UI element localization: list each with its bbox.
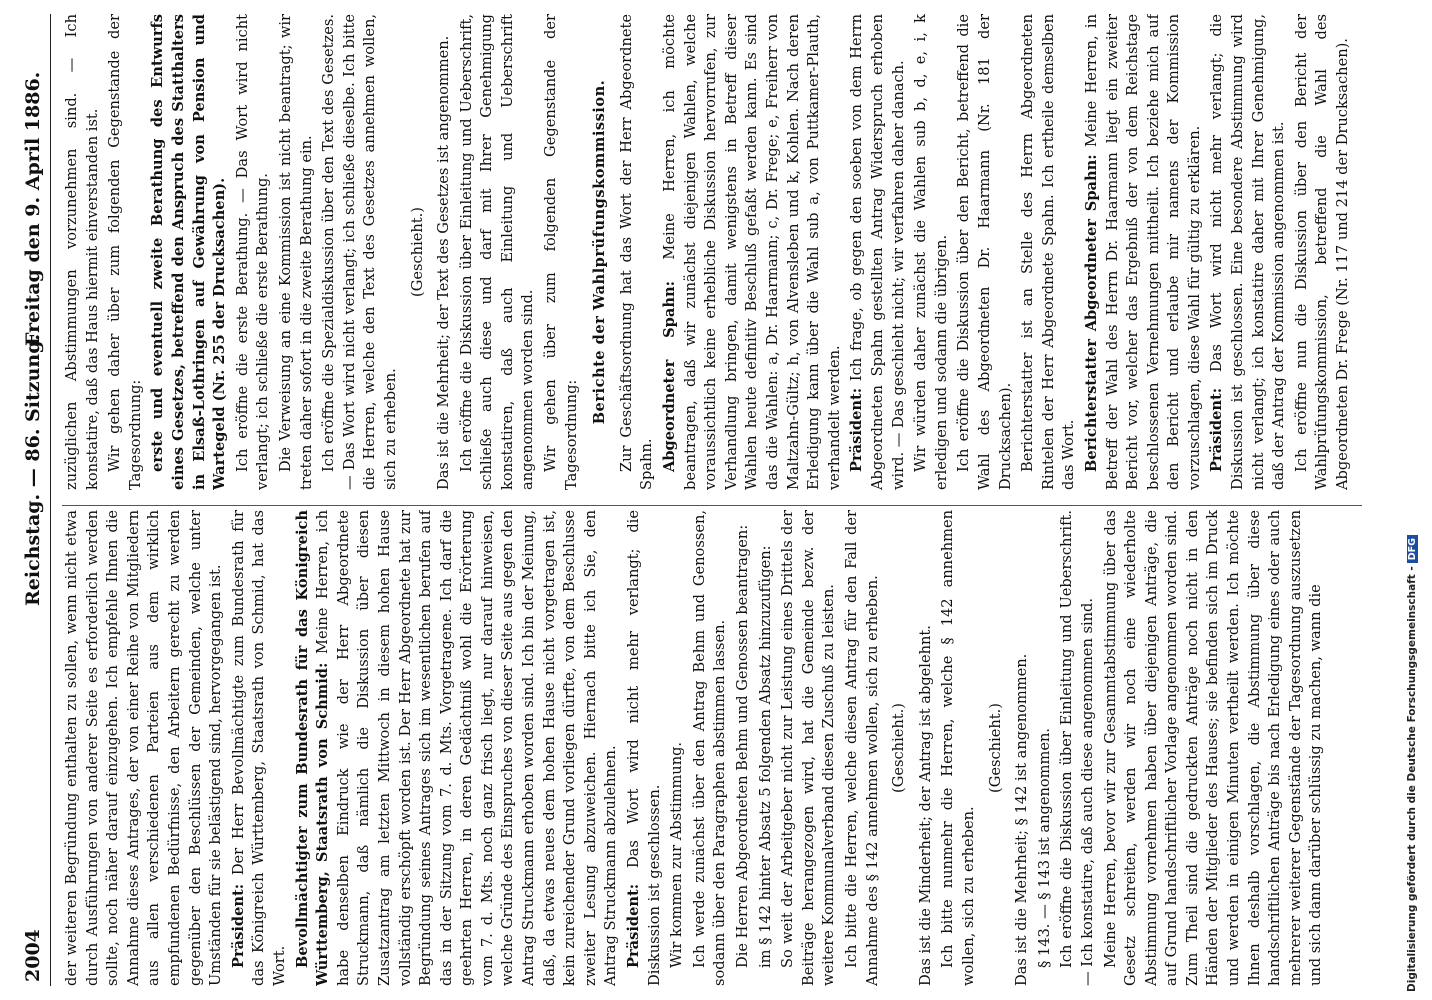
session-date: Freitag den 9. April 1886.: [22, 71, 44, 346]
paragraph: [660, 14, 845, 490]
paragraph: Berichterstatter ist an Stelle des Herrn Abgeordneten Rintelen der Herr Abgeordnete Spahn. Ich ertheile demselben das Wort.: [1019, 14, 1078, 490]
paragraph: Ich werde zunächst über den Antrag Behm und Genossen, sodann über den Paragraphen abstimmen lassen.: [690, 510, 729, 986]
paragraph: Die Verweisung an eine Kommission ist nicht beantragt; wir treten daher sofort in die zweite Berathung ein.: [276, 14, 315, 490]
paragraph: Ich eröffne die erste Berathung. — Das Wort wird nicht verlangt; ich schließe die erste Berathung.: [233, 14, 272, 490]
speaker-label: Präsident:: [848, 387, 866, 472]
stage-direction: (Geschieht.): [890, 703, 908, 793]
page-number: 2004: [22, 929, 44, 982]
speech-text: Das Wort wird nicht mehr verlangt; die Diskussion ist geschlossen.: [625, 510, 663, 986]
paragraph: So weit der Arbeitgeber nicht zur Leistung eines Drittels der Beiträge herangezogen wird, hat die Gemeinde bezw. der weitere Kommunalverband diesen Zuschuß zu leisten.: [779, 510, 838, 986]
paragraph: erste und eventuell zweite Berathung des Entwurfs eines Gesetzes, betreffend den Anspruch des Statthalters in Elsaß-Lothringen auf Gewährung von Pension und Wartegeld (Nr. 255 der Drucksachen).: [149, 14, 229, 490]
paragraph: Wir würden daher zunächst die Wahlen sub b, d, e, i, k erledigen und sodann die übrigen.: [912, 14, 950, 490]
left-text-column: [62, 510, 1372, 986]
session-title: Reichstag. — 86. Sitzung.: [22, 333, 44, 606]
paragraph: Ich eröffne nun die Diskussion über den Bericht der Wahlprüfungskommission, betreffend die Wahl des Abgeordneten Dr. Frege (Nr. 117 und 214 der Drucksachen).: [1292, 14, 1352, 490]
paragraph: der weiteren Begründung enthalten zu sollen, wenn nicht etwa durch Ausführungen von anderer Seite es erforderlich werden sollte, noch näher darauf einzugehen. Ich empfehle Ihnen die Annahme dieses Antrages, der von einer Reihe von Mitgliedern aus allen verschiedenen Parteien aus dem wirklich empfundenen Bedürfnisse, den Arbeitern gerecht zu werden gegenüber den Beschlüssen der Gemeinden, welche unter Umständen für sie belästigend sind, hervorgegangen ist.: [63, 510, 225, 986]
speech-text: Meine Herren, ich möchte beantragen, daß wir zunächst diejenigen Wahlen, welche voraussichtlich keine erhebliche Diskussion hervorrufen, zur Verhandlung bringen, damit wenigstens in Betreff dieser Wahlen heute definitiv Beschluß gefaßt werden kann. Es sind das die Wahlen: a, Dr. Haarmann; c, Dr. Frege; e, Freiherr von Maltzahn-Gültz; h, von Alvensleben und k, Kohlen. Nach deren Erledigung kann über die Wahl sub a, von Puttkamer-Plauth, verhandelt werden.: [661, 14, 843, 490]
paragraph: Ich eröffne die Diskussion über den Bericht, betreffend die Wahl des Abgeordneten Dr. Haarmann (Nr. 181 der Drucksachen).: [955, 14, 1014, 490]
paragraph: Die Herren Abgeordneten Behm und Genossen beantragen:: [734, 524, 751, 968]
paragraph: § 143. — § 143 ist angenommen.: [1035, 727, 1053, 968]
speaker-label: Präsident:: [1208, 387, 1226, 472]
paragraph: Wir gehen über zum folgenden Gegenstande der Tagesordnung:: [542, 14, 580, 490]
paragraph: Ich eröffne die Diskussion über Einleitung und Ueberschrift, schließe auch diese und darf mit Ihrer Genehmigung konstatiren, daß auch Einleitung und Ueberschrift angenommen worden sind.: [457, 14, 537, 490]
speech-text: Das Wort wird nicht mehr verlangt; die Diskussion ist geschlossen. Eine besondere Abstimmung wird nicht verlangt; ich konstatire daher mit Ihrer Genehmigung, daß der Antrag der Kommission angenommen ist.: [1208, 14, 1288, 490]
running-header: [16, 14, 51, 986]
paragraph: zuzüglichen Abstimmungen vorzunehmen sind. — Ich konstatire, daß das Haus hiermit einverstanden ist.: [63, 14, 101, 490]
stage-direction: (Geschieht.): [986, 703, 1004, 793]
paragraph: Das ist die Minderheit; der Antrag ist abgelehnt.: [916, 625, 934, 986]
paragraph: im § 142 hinter Absatz 5 folgenden Absatz hinzuzufügen:: [756, 545, 774, 968]
paragraph: [293, 510, 623, 986]
paragraph: Ich bitte die Herren, welche diesen Antrag für den Fall der Annahme des § 142 annehmen wollen, sich zu erheben.: [842, 510, 881, 986]
stage-direction: (Geschieht.): [408, 207, 426, 297]
speech-text: Ich frage, ob gegen den soeben von dem Herrn Abgeordneten Spahn gestellten Antrag Widerspruch erhoben wird. — Das geschieht nicht; wir verfahren daher danach.: [848, 14, 907, 490]
speaker-label: Abgeordneter Spahn:: [661, 281, 679, 472]
paragraph: Wir gehen daher über zum folgenden Gegenstande der Tagesordnung:: [106, 14, 144, 490]
paragraph: Zur Geschäftsordnung hat das Wort der Herr Abgeordnete Spahn.: [617, 14, 656, 490]
paragraph: [1207, 14, 1289, 490]
column-divider: [62, 505, 1362, 506]
paragraph: Ich eröffne die Spezialdiskussion über den Text des Gesetzes. — Das Wort wird nicht verlangt; ich schließe dieselbe. Ich bitte die Herren, welche den Text des Gesetzes annehmen wollen, sich zu erheben.: [320, 14, 399, 490]
speech-text: Meine Herren, in Betreff der Wahl des Herrn Dr. Haarmann liegt ein zweiter Bericht vor, welcher das Ergebniß der von dem Reichstage beschlossenen Vernehmungen mittheilt. Ich beziehe mich auf den Bericht und erlaube mir namens der Kommission vorzuschlagen, diese Wahl für gültig zu erklären.: [1082, 14, 1203, 490]
speaker-label: Berichterstatter Abgeordneter Spahn:: [1082, 154, 1100, 472]
credit-label: Digitalisierung gefördert durch die Deutsche Forschungsgemeinschaft -: [1406, 566, 1418, 992]
paragraph: Wir kommen zur Abstimmung.: [668, 741, 686, 968]
speaker-label: Präsident:: [625, 883, 643, 968]
paragraph: [229, 510, 291, 986]
section-heading: Berichte der Wahlprüfungskommission.: [591, 79, 609, 425]
speech-text: Meine Herren, ich habe denselben Eindruck wie der Herr Abgeordnete Struckmann, daß nämlich die Diskussion über diesen Zusatzantrag am letzten Mittwoch in diesem hohen Hause vollständig erschöpft worden ist. Der Herr Abgeordnete hat zur Begründung seines Antrages sich im wesentlichen berufen auf das in der Sitzung vom 7. d. Mts. Vorgetragene. Ich darf die geehrten Herren, in deren Gedächtniß wohl die Erörterung vom 7. d. Mts. noch ganz frisch liegt, nur darauf hinweisen, welche Gründe des Einspruches von dieser Seite aus gegen den Antrag Struckmann erhoben worden sind. Ich bin der Meinung, daß, da etwas neues dem hohen Hause nicht vorgetragen ist, kein zureichender Grund vorliegen dürfte, von dem Beschlusse zweiter Lesung abzuweichen. Hiernach bitte ich Sie, den Antrag Struckmann abzulehnen.: [314, 510, 620, 986]
digitization-credit-strip: [1404, 0, 1432, 1000]
paragraph: [624, 510, 665, 986]
right-text-column: [62, 14, 1372, 490]
speech-text: Der Herr Bevollmächtigte zum Bundesrath für das Königreich Württemberg, Staatsrath von Schmid, hat das Wort.: [229, 510, 288, 986]
paragraph: Ich eröffne die Diskussion über Einleitung und Ueberschrift. — Ich konstatire, daß auch diese angenommen sind.: [1058, 510, 1096, 986]
paragraph: [1082, 14, 1206, 490]
paragraph: Das ist die Mehrheit; der Text des Gesetzes ist angenommen.: [435, 35, 453, 490]
paragraph: Meine Herren, bevor wir zur Gesammtabstimmung über das Gesetz schreiten, werden wir noch eine wiederholte Abstimmung vornehmen haben über diejenigen Anträge, die auf Grund handschriftlicher Vorlage angenommen worden sind. Zum Theil sind die gedruckten Anträge noch nicht in den Händen der Mitglieder des Hauses; sie befinden sich im Druck und werden in einigen Minuten vertheilt werden. Ich möchte Ihnen deshalb vorschlagen, die Abstimmung über diese handschriftlichen Anträge bis nach Erledigung eines oder auch mehrerer weiterer Gegenstände der Tagesordnung auszusetzen und sich dann darüber schlüssig zu machen, wann die: [1101, 510, 1325, 986]
paragraph: [847, 14, 909, 490]
paragraph: Das ist die Mehrheit; § 142 ist angenommen.: [1013, 653, 1031, 986]
credit-text: [1406, 535, 1418, 992]
paragraph: Ich bitte nunmehr die Herren, welche § 142 annehmen wollen, sich zu erheben.: [939, 510, 977, 986]
speaker-label: Präsident:: [229, 883, 247, 968]
speaker-label: Bevollmächtigter zum Bundesrath für das Königreich Württemberg, Staatsrath von Schmid:: [293, 510, 332, 986]
dfg-logo: DFG: [1407, 535, 1418, 563]
